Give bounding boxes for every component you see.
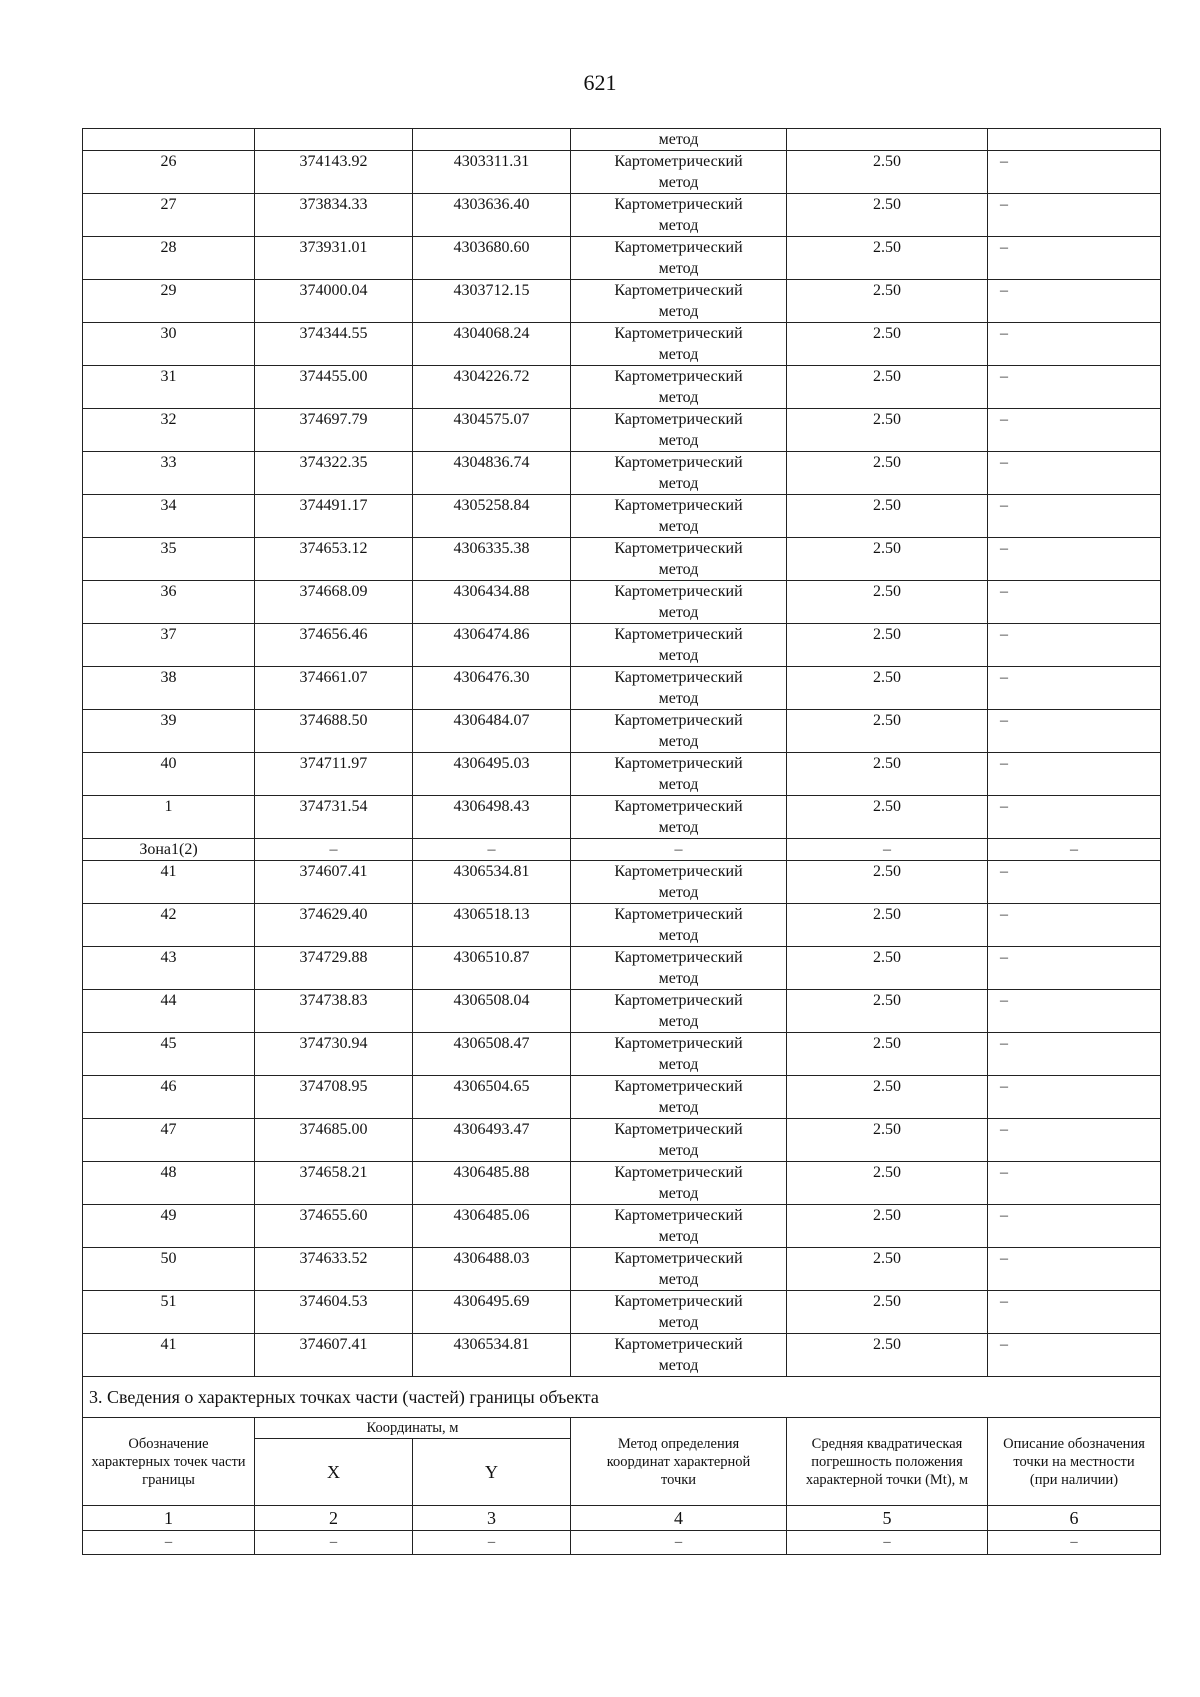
column-number: 6 — [988, 1506, 1161, 1531]
column-number: 3 — [413, 1506, 571, 1531]
coord-x: 374658.21 — [255, 1162, 413, 1205]
accuracy-value: 2.50 — [787, 581, 988, 624]
table-row — [83, 667, 1161, 710]
method-cell — [571, 1248, 787, 1291]
empty-cell: – — [571, 839, 787, 861]
coord-y: 4304575.07 — [413, 409, 571, 452]
description-cell: – — [988, 237, 1161, 280]
empty-cell — [988, 129, 1161, 151]
method-line1: Картометрический — [614, 239, 743, 256]
method-line2: метод — [658, 604, 699, 621]
table-row — [83, 1291, 1161, 1334]
coord-y: 4304226.72 — [413, 366, 571, 409]
method-line2: метод — [658, 1099, 699, 1116]
method-line1: Картометрический — [614, 1250, 743, 1267]
description-cell: – — [988, 495, 1161, 538]
coord-y: 4306498.43 — [413, 796, 571, 839]
coord-y: 4304836.74 — [413, 452, 571, 495]
coord-y: 4306335.38 — [413, 538, 571, 581]
method-line1: Картометрический — [614, 282, 743, 299]
method-line2: метод — [658, 260, 699, 277]
method-cell — [571, 1291, 787, 1334]
method-line1: Картометрический — [614, 626, 743, 643]
description-cell: – — [988, 753, 1161, 796]
method-line1: Картометрический — [614, 583, 743, 600]
accuracy-value: 2.50 — [787, 151, 988, 194]
accuracy-value: 2.50 — [787, 1248, 988, 1291]
method-cell — [571, 1076, 787, 1119]
table-row — [83, 1119, 1161, 1162]
description-cell: – — [988, 1334, 1161, 1377]
method-line1: Картометрический — [614, 411, 743, 428]
coord-x: 374697.79 — [255, 409, 413, 452]
coord-x: 374656.46 — [255, 624, 413, 667]
method-cell — [571, 861, 787, 904]
point-number: 27 — [83, 194, 255, 237]
method-cell — [571, 710, 787, 753]
method-cell — [571, 1334, 787, 1377]
method-cell — [571, 990, 787, 1033]
table-row — [83, 151, 1161, 194]
coord-x: 374344.55 — [255, 323, 413, 366]
method-line2: метод — [658, 1185, 699, 1202]
method-line1: Картометрический — [614, 712, 743, 729]
point-number: 31 — [83, 366, 255, 409]
method-line1: Картометрический — [614, 1035, 743, 1052]
accuracy-value: 2.50 — [787, 1291, 988, 1334]
empty-cell — [83, 129, 255, 151]
coord-x: 373931.01 — [255, 237, 413, 280]
coord-x: 374455.00 — [255, 366, 413, 409]
coord-y: 4306485.88 — [413, 1162, 571, 1205]
coord-x: 374730.94 — [255, 1033, 413, 1076]
coord-y: 4303680.60 — [413, 237, 571, 280]
point-number: 1 — [83, 796, 255, 839]
method-line1: Картометрический — [614, 798, 743, 815]
table-row — [83, 1033, 1161, 1076]
description-cell: – — [988, 667, 1161, 710]
method-cell — [571, 796, 787, 839]
description-cell: – — [988, 280, 1161, 323]
method-cell — [571, 667, 787, 710]
method-cell — [571, 409, 787, 452]
section3-title: 3. Сведения о характерных точках части (частей) границы объекта — [83, 1377, 1161, 1418]
method-line1: Картометрический — [614, 1293, 743, 1310]
coord-y: 4306518.13 — [413, 904, 571, 947]
coord-y: 4306495.03 — [413, 753, 571, 796]
method-cell — [571, 452, 787, 495]
table-row — [83, 237, 1161, 280]
description-cell: – — [988, 452, 1161, 495]
point-number: 30 — [83, 323, 255, 366]
header-description: Описание обозначения точки на местности (при наличии) — [988, 1418, 1161, 1506]
column-number: 4 — [571, 1506, 787, 1531]
empty-cell: – — [413, 1531, 571, 1555]
empty-cell — [255, 129, 413, 151]
header-y: Y — [413, 1439, 571, 1506]
accuracy-value: 2.50 — [787, 538, 988, 581]
table-row — [83, 1334, 1161, 1377]
table-row — [83, 409, 1161, 452]
empty-cell: – — [413, 839, 571, 861]
table-row — [83, 990, 1161, 1033]
table-row — [83, 581, 1161, 624]
description-cell: – — [988, 581, 1161, 624]
method-line2: метод — [658, 733, 699, 750]
method-line1: Картометрический — [614, 1336, 743, 1353]
empty-cell: – — [255, 1531, 413, 1555]
coord-y: 4306508.04 — [413, 990, 571, 1033]
table-row — [83, 1162, 1161, 1205]
accuracy-value: 2.50 — [787, 667, 988, 710]
coord-y: 4306488.03 — [413, 1248, 571, 1291]
method-cell — [571, 495, 787, 538]
coord-x: 374322.35 — [255, 452, 413, 495]
table-row — [83, 624, 1161, 667]
method-cell — [571, 280, 787, 323]
coord-y: 4303712.15 — [413, 280, 571, 323]
point-number: 49 — [83, 1205, 255, 1248]
method-cell — [571, 194, 787, 237]
coord-x: 374143.92 — [255, 151, 413, 194]
point-number: 43 — [83, 947, 255, 990]
point-number: 39 — [83, 710, 255, 753]
accuracy-value: 2.50 — [787, 452, 988, 495]
method-line1: Картометрический — [614, 1164, 743, 1181]
point-number: 41 — [83, 1334, 255, 1377]
empty-cell: – — [255, 839, 413, 861]
table-row — [83, 796, 1161, 839]
point-number: 41 — [83, 861, 255, 904]
table-row — [83, 194, 1161, 237]
accuracy-value: 2.50 — [787, 1076, 988, 1119]
accuracy-value: 2.50 — [787, 861, 988, 904]
table-row — [83, 861, 1161, 904]
description-cell: – — [988, 624, 1161, 667]
coord-x: 374708.95 — [255, 1076, 413, 1119]
method-line1: Картометрический — [614, 755, 743, 772]
method-cell — [571, 947, 787, 990]
accuracy-value: 2.50 — [787, 624, 988, 667]
description-cell: – — [988, 904, 1161, 947]
coord-y: 4306510.87 — [413, 947, 571, 990]
method-line2: метод — [658, 475, 699, 492]
accuracy-value: 2.50 — [787, 1033, 988, 1076]
coord-y: 4304068.24 — [413, 323, 571, 366]
method-line2: метод — [658, 303, 699, 320]
accuracy-value: 2.50 — [787, 753, 988, 796]
method-line2: метод — [658, 690, 699, 707]
accuracy-value: 2.50 — [787, 194, 988, 237]
coord-x: 374688.50 — [255, 710, 413, 753]
empty-cell — [787, 129, 988, 151]
method-line1: Картометрический — [614, 992, 743, 1009]
table-row — [83, 1076, 1161, 1119]
method-line1: Картометрический — [614, 949, 743, 966]
point-number: 48 — [83, 1162, 255, 1205]
method-line2: метод — [658, 970, 699, 987]
method-line1: Картометрический — [614, 196, 743, 213]
header-accuracy: Средняя квадратическая погрешность положения характерной точки (Mt), м — [787, 1418, 988, 1506]
empty-cell: – — [787, 839, 988, 861]
description-cell: – — [988, 538, 1161, 581]
coord-y: 4303636.40 — [413, 194, 571, 237]
description-cell: – — [988, 947, 1161, 990]
method-cell — [571, 151, 787, 194]
table-row — [83, 280, 1161, 323]
method-line2: метод — [658, 1056, 699, 1073]
continuation-row — [83, 129, 1161, 151]
description-cell: – — [988, 366, 1161, 409]
accuracy-value: 2.50 — [787, 904, 988, 947]
empty-cell: – — [571, 1531, 787, 1555]
empty-cell: – — [83, 1531, 255, 1555]
point-number: 42 — [83, 904, 255, 947]
accuracy-value: 2.50 — [787, 237, 988, 280]
method-line1: Картометрический — [614, 863, 743, 880]
coord-x: 374000.04 — [255, 280, 413, 323]
point-number: 46 — [83, 1076, 255, 1119]
method-line2: метод — [658, 432, 699, 449]
description-cell: – — [988, 1033, 1161, 1076]
table-row — [83, 710, 1161, 753]
coord-y: 4306476.30 — [413, 667, 571, 710]
table-row — [83, 323, 1161, 366]
method-line2: метод — [658, 927, 699, 944]
accuracy-value: 2.50 — [787, 947, 988, 990]
coord-x: 374685.00 — [255, 1119, 413, 1162]
method-line1: Картометрический — [614, 1121, 743, 1138]
method-cell — [571, 1033, 787, 1076]
boundary-points-table — [82, 128, 1161, 1418]
method-line2: метод — [658, 884, 699, 901]
method-line1: Картометрический — [614, 1078, 743, 1095]
empty-cell: – — [988, 1531, 1161, 1555]
method-line2: метод — [658, 819, 699, 836]
method-line2: метод — [658, 1013, 699, 1030]
section3-table — [82, 1417, 1161, 1555]
coord-x: 374629.40 — [255, 904, 413, 947]
empty-cell: – — [787, 1531, 988, 1555]
section-row — [83, 1377, 1161, 1418]
point-number: 29 — [83, 280, 255, 323]
method-line1: Картометрический — [614, 540, 743, 557]
empty-cell: – — [988, 839, 1161, 861]
accuracy-value: 2.50 — [787, 796, 988, 839]
coord-x: 373834.33 — [255, 194, 413, 237]
point-number: 34 — [83, 495, 255, 538]
description-cell: – — [988, 861, 1161, 904]
coord-x: 374668.09 — [255, 581, 413, 624]
method-line2: метод — [658, 1357, 699, 1374]
method-cell — [571, 366, 787, 409]
method-line2: метод — [658, 1314, 699, 1331]
method-line1: Картометрический — [614, 497, 743, 514]
accuracy-value: 2.50 — [787, 495, 988, 538]
point-number: 50 — [83, 1248, 255, 1291]
table-row — [83, 904, 1161, 947]
accuracy-value: 2.50 — [787, 1162, 988, 1205]
method-line2: метод — [658, 776, 699, 793]
column-number: 2 — [255, 1506, 413, 1531]
table-row — [83, 947, 1161, 990]
method-cell — [571, 1205, 787, 1248]
point-number: 37 — [83, 624, 255, 667]
method-line2: метод — [658, 647, 699, 664]
page-number: 621 — [583, 70, 617, 95]
method-line1: Картометрический — [614, 669, 743, 686]
method-line2: метод — [658, 518, 699, 535]
coord-y: 4306495.69 — [413, 1291, 571, 1334]
coord-y: 4306493.47 — [413, 1119, 571, 1162]
method-cell — [571, 624, 787, 667]
point-number: 45 — [83, 1033, 255, 1076]
description-cell: – — [988, 409, 1161, 452]
table-row — [83, 452, 1161, 495]
point-number: 51 — [83, 1291, 255, 1334]
method-line2: метод — [658, 389, 699, 406]
accuracy-value: 2.50 — [787, 323, 988, 366]
point-number: 35 — [83, 538, 255, 581]
coord-y: 4306534.81 — [413, 861, 571, 904]
coord-y: 4305258.84 — [413, 495, 571, 538]
column-number: 5 — [787, 1506, 988, 1531]
method-line1: Картометрический — [614, 1207, 743, 1224]
coord-y: 4306484.07 — [413, 710, 571, 753]
point-number: 47 — [83, 1119, 255, 1162]
method-cell — [571, 581, 787, 624]
coord-x: 374607.41 — [255, 861, 413, 904]
method-cell — [571, 1119, 787, 1162]
description-cell: – — [988, 1162, 1161, 1205]
coord-x: 374731.54 — [255, 796, 413, 839]
description-cell: – — [988, 1205, 1161, 1248]
method-line1: Картометрический — [614, 368, 743, 385]
point-number: 32 — [83, 409, 255, 452]
table-row — [83, 538, 1161, 581]
point-number: 38 — [83, 667, 255, 710]
table-row — [83, 1248, 1161, 1291]
accuracy-value: 2.50 — [787, 1205, 988, 1248]
method-line2: метод — [658, 1142, 699, 1159]
description-cell: – — [988, 1076, 1161, 1119]
method-line2: метод — [658, 1271, 699, 1288]
header-method: Метод определения координат характерной точки — [571, 1418, 787, 1506]
empty-cell — [413, 129, 571, 151]
method-line2: метод — [658, 561, 699, 578]
coord-x: 374491.17 — [255, 495, 413, 538]
point-number: 36 — [83, 581, 255, 624]
method-line2: метод — [658, 346, 699, 363]
accuracy-value: 2.50 — [787, 409, 988, 452]
method-line2: метод — [658, 217, 699, 234]
table-row — [83, 366, 1161, 409]
method-line2: метод — [658, 174, 699, 191]
method-line1: Картометрический — [614, 153, 743, 170]
coord-x: 374729.88 — [255, 947, 413, 990]
header-coordinates: Координаты, м — [255, 1418, 571, 1439]
table-row — [83, 753, 1161, 796]
method-cell — [571, 1162, 787, 1205]
zone-row — [83, 839, 1161, 861]
description-cell: – — [988, 1291, 1161, 1334]
description-cell: – — [988, 323, 1161, 366]
header-designation: Обозначение характерных точек части границы — [83, 1418, 255, 1506]
method-cell — [571, 237, 787, 280]
method-continuation: метод — [571, 129, 787, 151]
accuracy-value: 2.50 — [787, 280, 988, 323]
table-row — [83, 1205, 1161, 1248]
description-cell: – — [988, 1248, 1161, 1291]
method-line1: Картометрический — [614, 454, 743, 471]
accuracy-value: 2.50 — [787, 710, 988, 753]
method-line2: метод — [658, 1228, 699, 1245]
coord-x: 374738.83 — [255, 990, 413, 1033]
point-number: 40 — [83, 753, 255, 796]
description-cell: – — [988, 151, 1161, 194]
description-cell: – — [988, 796, 1161, 839]
column-number: 1 — [83, 1506, 255, 1531]
coord-x: 374655.60 — [255, 1205, 413, 1248]
header-x: X — [255, 1439, 413, 1506]
point-number: 33 — [83, 452, 255, 495]
description-cell: – — [988, 710, 1161, 753]
coord-x: 374653.12 — [255, 538, 413, 581]
coord-y: 4306434.88 — [413, 581, 571, 624]
coord-y: 4306508.47 — [413, 1033, 571, 1076]
description-cell: – — [988, 194, 1161, 237]
coord-x: 374604.53 — [255, 1291, 413, 1334]
method-cell — [571, 538, 787, 581]
method-cell — [571, 904, 787, 947]
description-cell: – — [988, 990, 1161, 1033]
coord-y: 4306485.06 — [413, 1205, 571, 1248]
zone-label: Зона1(2) — [83, 839, 255, 861]
coord-x: 374633.52 — [255, 1248, 413, 1291]
coord-x: 374661.07 — [255, 667, 413, 710]
coord-y: 4303311.31 — [413, 151, 571, 194]
description-cell: – — [988, 1119, 1161, 1162]
method-line1: Картометрический — [614, 906, 743, 923]
method-line1: Картометрический — [614, 325, 743, 342]
coord-y: 4306534.81 — [413, 1334, 571, 1377]
accuracy-value: 2.50 — [787, 1334, 988, 1377]
coord-y: 4306504.65 — [413, 1076, 571, 1119]
coord-y: 4306474.86 — [413, 624, 571, 667]
method-cell — [571, 753, 787, 796]
accuracy-value: 2.50 — [787, 990, 988, 1033]
coord-x: 374607.41 — [255, 1334, 413, 1377]
accuracy-value: 2.50 — [787, 1119, 988, 1162]
method-cell — [571, 323, 787, 366]
coord-x: 374711.97 — [255, 753, 413, 796]
point-number: 44 — [83, 990, 255, 1033]
point-number: 26 — [83, 151, 255, 194]
accuracy-value: 2.50 — [787, 366, 988, 409]
table-row — [83, 495, 1161, 538]
point-number: 28 — [83, 237, 255, 280]
